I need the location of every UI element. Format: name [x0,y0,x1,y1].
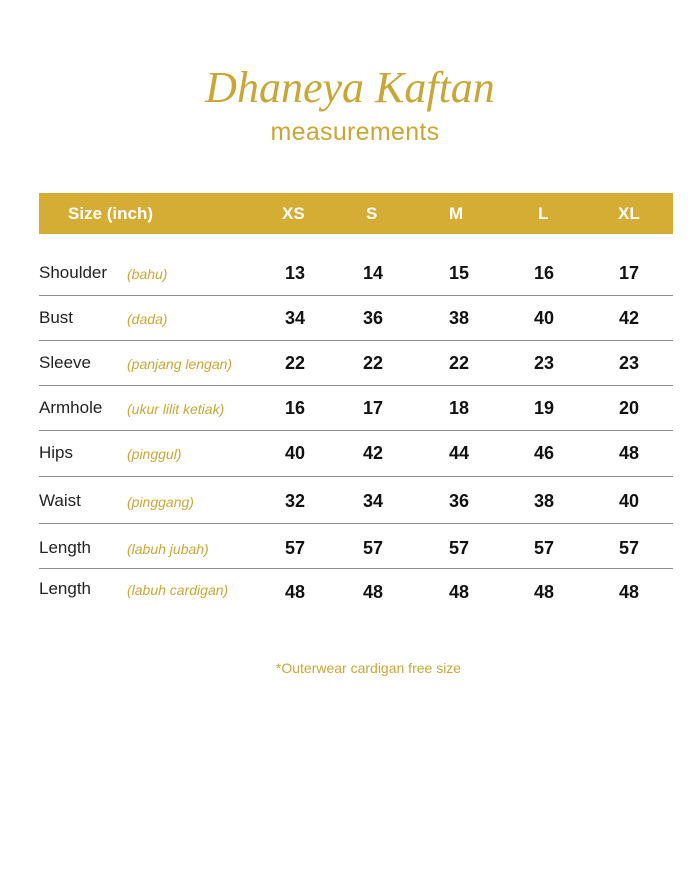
measurement-value: 40 [618,491,640,511]
table-row [39,296,673,341]
measurement-translation: (dada) [127,311,168,327]
table-row [39,570,673,610]
row-divider [39,568,673,569]
row-divider [39,476,673,477]
measurement-translation: (labuh cardigan) [127,582,229,598]
measurement-value: 14 [362,263,384,283]
table-row [39,431,673,477]
measurement-value: 16 [284,398,306,418]
measurement-value: 38 [533,491,555,511]
measurement-value: 22 [362,353,384,373]
size-column-header: XL [618,204,640,223]
measurement-value: 57 [284,538,306,558]
measurement-value: 40 [284,443,306,463]
measurement-value: 48 [618,443,640,463]
measurement-translation: (pinggang) [127,494,194,510]
measurement-value: 22 [284,353,306,373]
measurement-value: 57 [618,538,640,558]
measurement-value: 44 [448,443,470,463]
page-title: Dhaneya Kaftan [205,63,495,112]
measurement-value: 18 [448,398,470,418]
measurement-label: Bust [39,308,74,327]
measurement-translation: (ukur lilit ketiak) [127,401,225,417]
measurement-value: 48 [618,582,640,602]
measurement-value: 23 [618,353,640,373]
table-row [39,386,673,431]
measurement-value: 23 [533,353,555,373]
measurement-label: Waist [39,491,81,510]
measurement-value: 42 [362,443,384,463]
measurement-value: 15 [448,263,470,283]
measurement-value: 57 [533,538,555,558]
measurement-value: 40 [533,308,555,328]
size-column-header: XS [282,204,305,223]
table-row [39,525,673,569]
measurement-value: 34 [362,491,384,511]
measurement-value: 46 [533,443,555,463]
measurement-value: 48 [284,582,306,602]
size-column-header: M [449,204,464,223]
measurement-value: 13 [284,263,306,283]
table-row [39,341,673,386]
measurement-value: 20 [618,398,640,418]
measurement-value: 22 [448,353,470,373]
measurement-label: Shoulder [39,263,108,282]
measurement-value: 19 [533,398,555,418]
measurement-value: 36 [362,308,384,328]
measurement-value: 57 [362,538,384,558]
measurement-value: 48 [533,582,555,602]
measurement-value: 34 [284,308,306,328]
measurement-value: 17 [618,263,640,283]
measurement-label: Length [39,579,91,598]
measurement-translation: (labuh jubah) [127,541,209,557]
row-divider [39,523,673,524]
measurement-value: 16 [533,263,555,283]
measurement-label: Hips [39,443,74,462]
measurement-label: Length [39,538,91,557]
measurement-translation: (pinggul) [127,446,182,462]
table-row [39,251,673,296]
measurement-value: 48 [362,582,384,602]
size-column-header: L [538,204,549,223]
measurement-value: 36 [448,491,470,511]
measurement-translation: (panjang lengan) [127,356,233,372]
footnote: *Outerwear cardigan free size [275,660,462,676]
measurement-value: 32 [284,491,306,511]
size-column-header: S [366,204,378,223]
measurement-label: Sleeve [39,353,91,372]
table-row [39,478,673,524]
page-subtitle: measurements [270,118,440,146]
measurement-translation: (bahu) [127,266,168,282]
measurement-value: 48 [448,582,470,602]
measurement-label: Armhole [39,398,103,417]
size-header-label: Size (inch) [68,204,154,223]
measurement-value: 57 [448,538,470,558]
measurement-value: 38 [448,308,470,328]
table-header [39,193,673,234]
measurement-value: 17 [362,398,384,418]
measurement-value: 42 [618,308,640,328]
